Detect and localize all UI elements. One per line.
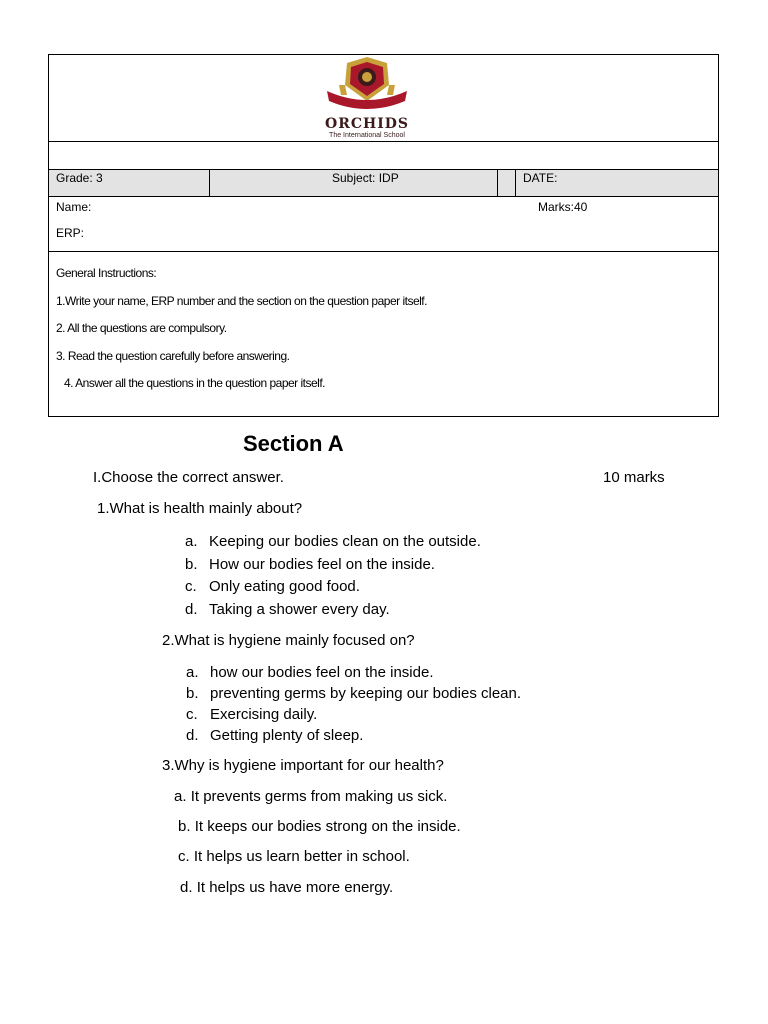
section-marks: 10 marks xyxy=(603,469,665,486)
question-text: 1.What is health mainly about? xyxy=(97,500,303,517)
instructions-title: General Instructions: xyxy=(56,266,157,280)
option-item: d. Getting plenty of sleep. xyxy=(186,727,364,744)
header-table xyxy=(48,54,719,417)
option-item: c. Exercising daily. xyxy=(186,706,318,723)
name-label: Name: xyxy=(56,200,92,214)
erp-label: ERP: xyxy=(56,226,85,240)
option-item: a. Keeping our bodies clean on the outside. xyxy=(185,533,481,550)
option-item: b. It keeps our bodies strong on the inside. xyxy=(178,818,461,835)
instruction-item: 1.Write your name, ERP number and the section on the question paper itself. xyxy=(56,294,427,308)
subject-label: Subject: IDP xyxy=(332,171,399,185)
section-instruction: I.Choose the correct answer. xyxy=(93,469,284,486)
option-item: b. How our bodies feel on the inside. xyxy=(185,556,435,573)
option-item: a. It prevents germs from making us sick. xyxy=(174,788,448,805)
option-item: a. how our bodies feel on the inside. xyxy=(186,664,434,681)
crest-icon xyxy=(327,57,407,109)
date-label: DATE: xyxy=(523,171,558,185)
option-item: c. It helps us learn better in school. xyxy=(178,848,410,865)
option-item: b. preventing germs by keeping our bodies clean. xyxy=(186,685,522,702)
instruction-item: 2. All the questions are compulsory. xyxy=(56,321,227,335)
question-text: 3.Why is hygiene important for our health? xyxy=(162,757,444,774)
instruction-item: 3. Read the question carefully before answering. xyxy=(56,349,290,363)
option-item: c. Only eating good food. xyxy=(185,578,360,595)
section-title: Section A xyxy=(243,431,344,456)
logo-text: ORCHIDS xyxy=(325,116,409,132)
instruction-item: 4. Answer all the questions in the question paper itself. xyxy=(64,376,326,390)
grade-label: Grade: 3 xyxy=(56,171,103,185)
logo-subtext: The International School xyxy=(329,132,405,139)
option-item: d. Taking a shower every day. xyxy=(185,601,390,618)
option-item: d. It helps us have more energy. xyxy=(180,879,394,896)
question-text: 2.What is hygiene mainly focused on? xyxy=(162,632,415,649)
marks-label: Marks:40 xyxy=(538,200,588,214)
school-logo xyxy=(317,55,417,139)
